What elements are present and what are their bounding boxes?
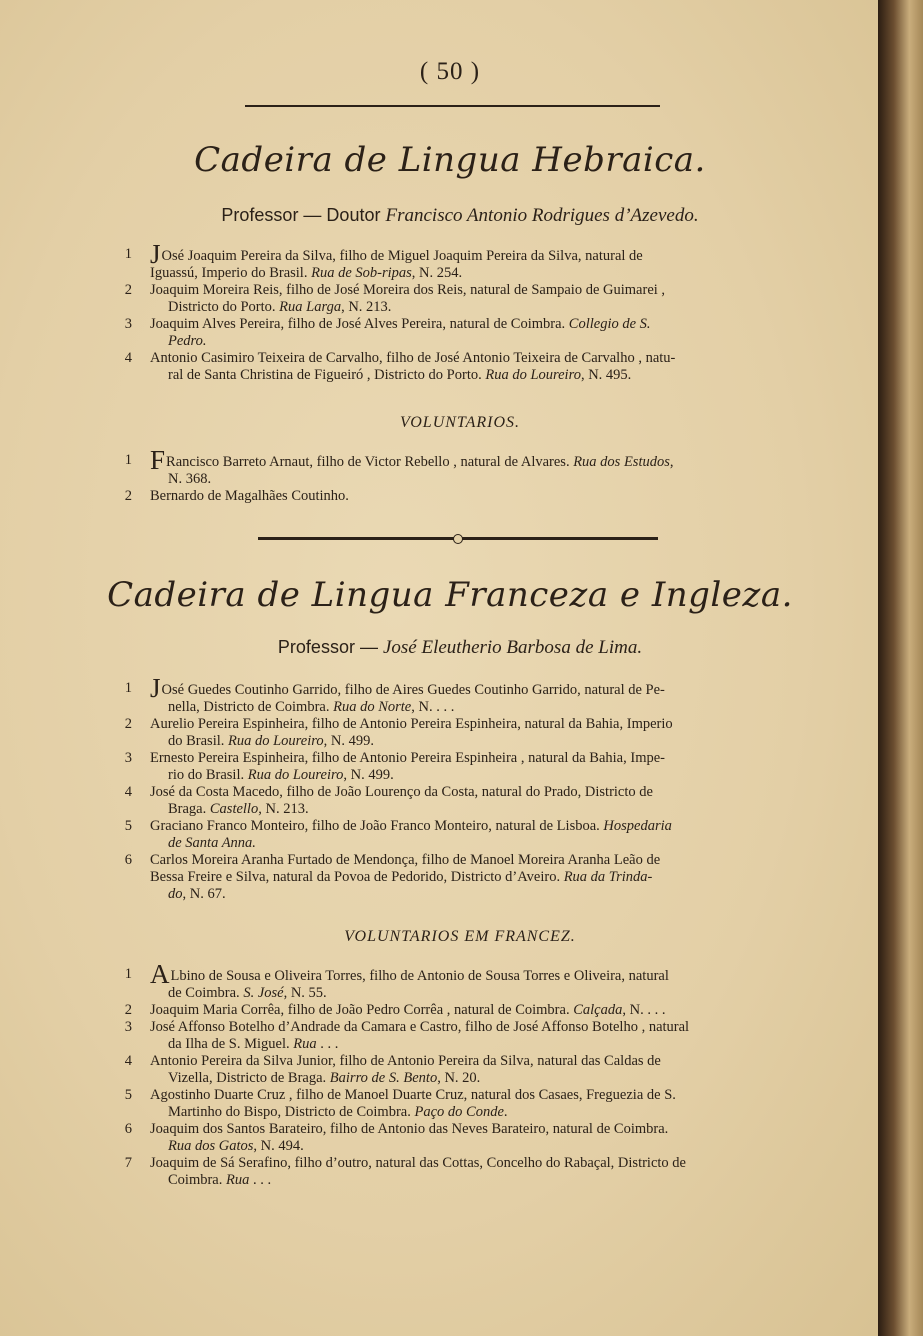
entry-number: 2 <box>124 282 132 298</box>
entry-number: 7 <box>124 1155 132 1171</box>
entry-number: 2 <box>124 716 132 732</box>
entry-number: 6 <box>124 1121 132 1137</box>
entry-address: Rua dos Estudos <box>573 454 670 470</box>
entry-text: Aurelio Pereira Espinheira, filho de Antonio Pereira Espinheira, natural da Bahia, Imperio <box>150 716 673 732</box>
entry-line <box>150 367 808 384</box>
entry-tail: . <box>503 1104 508 1120</box>
entry-tail: . . . <box>249 1172 272 1188</box>
section2-student-list <box>118 673 808 903</box>
entry-address: Rua do Loureiro <box>228 733 324 749</box>
entry-text: Ernesto Pereira Espinheira, filho de Antonio Pereira Espinheira , natural da Bahia, Impe- <box>150 750 665 766</box>
entry-line <box>150 835 808 852</box>
entry-address: Rua Larga <box>279 299 342 315</box>
list-item <box>118 818 808 852</box>
entry-text: de Coimbra. <box>168 985 240 1001</box>
entry-number: 3 <box>124 1019 132 1035</box>
entry-text: Iguassú, Imperio do Brasil. <box>150 265 308 281</box>
section2-professor-label: Professor — <box>277 637 378 657</box>
entry-text: Coimbra. <box>168 1172 223 1188</box>
entry-number: 1 <box>124 452 132 468</box>
entry-text: do Brasil. <box>168 733 225 749</box>
entry-tail: , <box>669 454 674 470</box>
entry-number: 4 <box>124 784 132 800</box>
list-item <box>118 959 808 1002</box>
entry-text: Martinho do Bispo, Districto de Coimbra. <box>168 1104 411 1120</box>
list-item <box>118 1053 808 1087</box>
list-item <box>118 1087 808 1121</box>
entry-text: Antonio Pereira da Silva Junior, filho de Antonio Pereira da Silva, natural das Caldas de <box>150 1053 661 1069</box>
entry-line <box>150 818 808 835</box>
entry-line <box>150 869 808 886</box>
entry-text: rio do Brasil. <box>168 767 245 783</box>
entry-line <box>150 801 808 818</box>
entry-number: 1 <box>124 680 132 696</box>
entry-tail: , N. . . . <box>622 1002 666 1018</box>
page-number: ( 50 ) <box>419 58 481 85</box>
entry-text: Joaquim de Sá Serafino, filho d’outro, natural das Cottas, Concelho do Rabaçal, Districto de <box>150 1155 686 1171</box>
entry-text: Graciano Franco Monteiro, filho de João Franco Monteiro, natural de Lisboa. <box>150 818 600 834</box>
section2-volunteers-heading: VOLUNTARIOS EM FRANCEZ. <box>344 928 576 945</box>
entry-address: Rua dos Gatos <box>168 1138 254 1154</box>
entry-number: 5 <box>124 818 132 834</box>
entry-tail: , N. . . . <box>411 699 455 715</box>
entry-text: José da Costa Macedo, filho de João Lourenço da Costa, natural do Prado, Districto de <box>150 784 653 800</box>
section1-volunteer-list <box>118 445 808 505</box>
section2-professor-name: José Eleutherio Barbosa de Lima. <box>382 637 643 658</box>
entry-text: Bessa Freire e Silva, natural da Povoa de Pedorido, Districto d’Aveiro. <box>150 869 561 885</box>
entry-address: de Santa Anna. <box>168 835 256 851</box>
entry-address: Calçada <box>573 1002 623 1018</box>
list-item <box>118 1019 808 1053</box>
entry-text: Joaquim Maria Corrêa, filho de João Pedro Corrêa , natural de Coimbra. <box>150 1002 570 1018</box>
entry-text: ral de Santa Christina de Figueiró , Districto do Porto. <box>168 367 482 383</box>
entry-address: Pedro. <box>168 333 207 349</box>
entry-address: Rua de Sob-ripas <box>311 265 412 281</box>
entry-address: Rua do Norte <box>333 699 412 715</box>
initial-letter: J <box>150 239 161 269</box>
initial-letter: A <box>150 959 170 989</box>
entry-line <box>150 299 808 316</box>
entry-line <box>150 1002 808 1019</box>
entry-address: Rua <box>293 1036 317 1052</box>
entry-address: Rua da Trinda- <box>563 869 653 885</box>
entry-text: Bernardo de Magalhães Coutinho. <box>150 488 349 504</box>
list-item <box>118 750 808 784</box>
entry-address: Collegio de S. <box>568 316 651 332</box>
entry-line <box>150 1104 808 1121</box>
section1-professor <box>0 205 920 227</box>
entry-tail: , N. 495. <box>580 367 632 383</box>
section2-volunteer-list <box>118 959 808 1189</box>
entry-line <box>150 733 808 750</box>
list-item <box>118 1121 808 1155</box>
section1-professor-name: Francisco Antonio Rodrigues d’Azevedo. <box>385 205 699 226</box>
entry-number: 3 <box>124 316 132 332</box>
entry-line <box>150 239 808 269</box>
entry-text: Joaquim Alves Pereira, filho de José Alves Pereira, natural de Coimbra. <box>150 316 566 332</box>
entry-tail: , N. 494. <box>253 1138 304 1154</box>
list-item <box>118 282 808 316</box>
entry-line <box>150 316 808 333</box>
entry-line <box>150 959 808 989</box>
entry-address: Hospedaria <box>603 818 672 834</box>
section1-student-list <box>118 239 808 384</box>
entry-text: Antonio Casimiro Teixeira de Carvalho, filho de José Antonio Teixeira de Carvalho , natu- <box>150 350 676 366</box>
entry-line <box>150 985 808 1002</box>
entry-address: Castello <box>209 801 259 817</box>
entry-text: Lbino de Sousa e Oliveira Torres, filho de Antonio de Sousa Torres e Oliveira, natural <box>170 968 669 984</box>
top-rule <box>245 105 660 107</box>
section1-title: Cadeira de Lingua Hebraica. <box>194 140 706 180</box>
entry-number: 5 <box>124 1087 132 1103</box>
list-item <box>118 852 808 903</box>
entry-address: Bairro de S. Bento <box>329 1070 438 1086</box>
list-item <box>118 716 808 750</box>
entry-address: Paço do Conde <box>414 1104 504 1120</box>
section1-professor-label: Professor — Doutor <box>221 205 381 225</box>
section2-title: Cadeira de Lingua Franceza e Ingleza. <box>107 575 793 615</box>
entry-line <box>150 1036 808 1053</box>
entry-address: Rua do Loureiro <box>485 367 581 383</box>
entry-line <box>150 445 808 475</box>
entry-line <box>150 673 808 703</box>
section1-volunteers-heading: VOLUNTARIOS. <box>399 414 521 431</box>
entry-tail: , N. 254. <box>411 265 463 281</box>
entry-line <box>150 1138 808 1155</box>
initial-letter: F <box>150 445 166 475</box>
entry-text: Joaquim dos Santos Barateiro, filho de Antonio das Neves Barateiro, natural de Coimbra. <box>150 1121 669 1137</box>
entry-address: Rua <box>226 1172 250 1188</box>
entry-text: Vizella, Districto de Braga. <box>168 1070 327 1086</box>
entry-tail: . . . <box>316 1036 339 1052</box>
entry-line <box>150 1172 808 1189</box>
entry-text: José Affonso Botelho d’Andrade da Camara e Castro, filho de José Affonso Botelho , natural <box>150 1019 690 1035</box>
book-spine <box>878 0 923 1336</box>
entry-tail: , N. 213. <box>341 299 392 315</box>
entry-text: Districto do Porto. <box>168 299 276 315</box>
entry-text: nella, Districto de Coimbra. <box>168 699 330 715</box>
entry-number: 3 <box>124 750 132 766</box>
entry-text: Braga. <box>168 801 207 817</box>
entry-tail: , N. 67. <box>182 886 226 902</box>
entry-line <box>150 767 808 784</box>
entry-tail: , N. 213. <box>258 801 309 817</box>
entry-text: da Ilha de S. Miguel. <box>168 1036 290 1052</box>
list-item <box>118 673 808 716</box>
entry-number: 1 <box>124 966 132 982</box>
entry-text: Carlos Moreira Aranha Furtado de Mendonça, filho de Manoel Moreira Aranha Leão de <box>150 852 661 868</box>
list-item <box>118 784 808 818</box>
section2-professor <box>0 637 920 659</box>
list-item <box>118 350 808 384</box>
section-divider <box>258 537 658 540</box>
entry-line <box>150 1070 808 1087</box>
initial-letter: J <box>150 673 161 703</box>
list-item <box>118 316 808 350</box>
entry-number: 4 <box>124 1053 132 1069</box>
entry-text: Osé Joaquim Pereira da Silva, filho de Miguel Joaquim Pereira da Silva, natural de <box>161 248 643 264</box>
entry-address: Rua do Loureiro <box>247 767 344 783</box>
entry-tail: , N. 499. <box>323 733 374 749</box>
list-item <box>118 488 808 505</box>
entry-line <box>150 886 808 903</box>
list-item <box>118 445 808 488</box>
list-item <box>118 1002 808 1019</box>
entry-text: Agostinho Duarte Cruz , filho de Manoel Duarte Cruz, natural dos Casaes, Freguezia de S. <box>150 1087 676 1103</box>
entry-number: 1 <box>124 246 132 262</box>
entry-number: 6 <box>124 852 132 868</box>
entry-line <box>150 699 808 716</box>
entry-number: 2 <box>124 1002 132 1018</box>
entry-text: Osé Guedes Coutinho Garrido, filho de Aires Guedes Coutinho Garrido, natural de Pe- <box>161 682 665 698</box>
list-item <box>118 1155 808 1189</box>
entry-number: 4 <box>124 350 132 366</box>
entry-tail: , N. 55. <box>283 985 327 1001</box>
entry-tail: , N. 20. <box>437 1070 481 1086</box>
entry-text: Rancisco Barreto Arnaut, filho de Victor Rebello , natural de Alvares. <box>166 454 570 470</box>
entry-address: S. José <box>243 985 284 1001</box>
divider-ornament <box>453 534 463 544</box>
entry-line <box>150 333 808 350</box>
entry-address: do <box>168 886 183 902</box>
entry-tail: , N. 499. <box>343 767 394 783</box>
list-item <box>118 239 808 282</box>
entry-number: 2 <box>124 488 132 504</box>
entry-line <box>150 265 808 282</box>
entry-text: Joaquim Moreira Reis, filho de José Moreira dos Reis, natural de Sampaio de Guimarei , <box>150 282 666 298</box>
entry-text: N. 368. <box>168 471 212 487</box>
